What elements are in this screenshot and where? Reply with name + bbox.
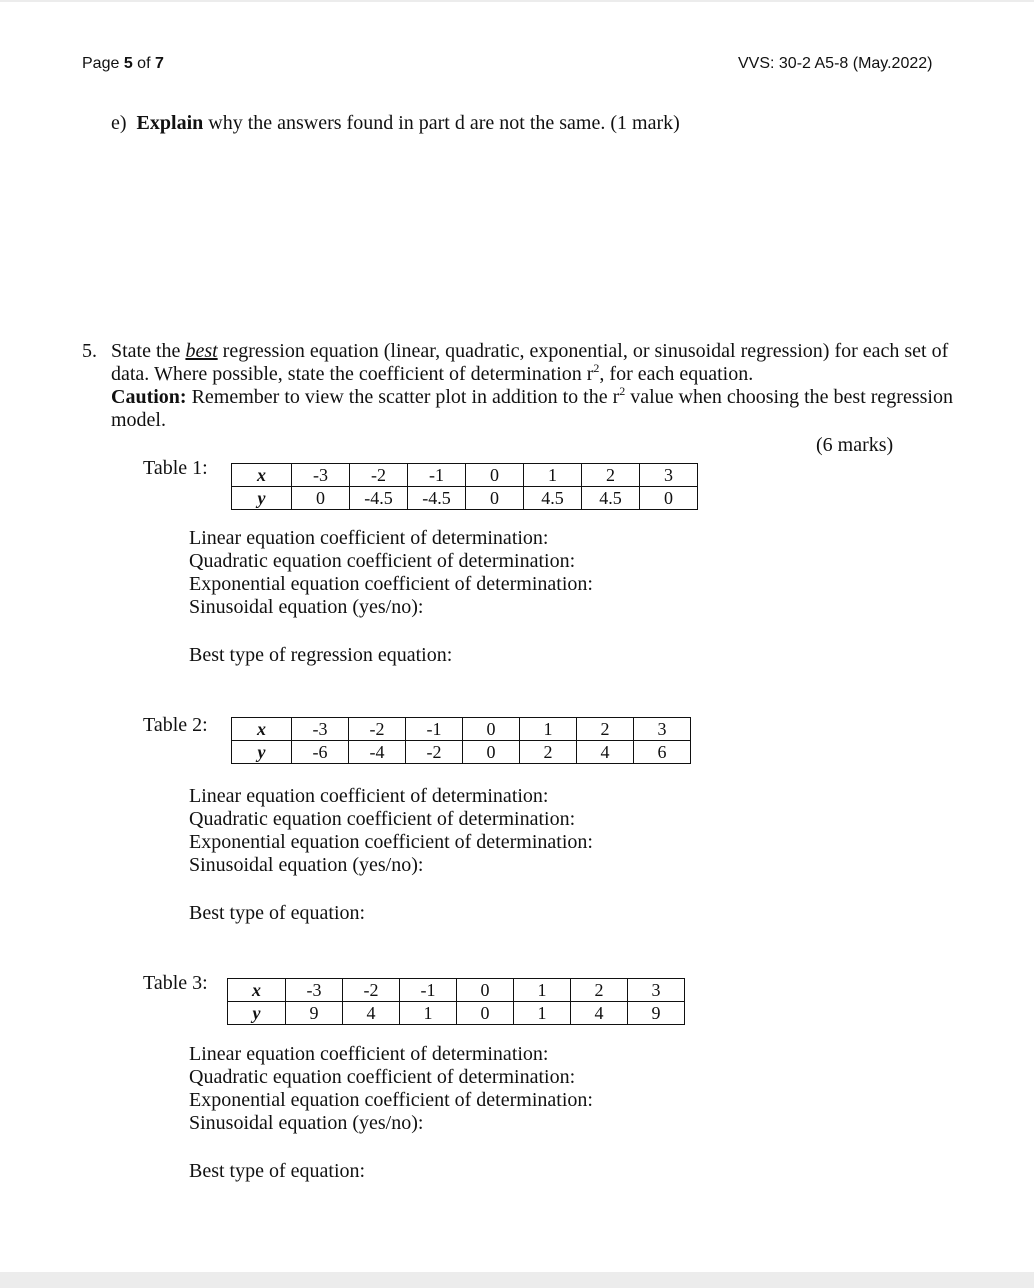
table-row (232, 487, 698, 510)
table-cell: 6 (634, 741, 691, 764)
table-cell: 3 (628, 979, 685, 1002)
marks-label: (6 marks) (816, 434, 894, 456)
prompt-exponential: Exponential equation coefficient of determination: (189, 831, 593, 853)
table-cell: -1 (406, 718, 463, 741)
table-cell: y (228, 1002, 286, 1025)
table-cell: 0 (466, 464, 524, 487)
table-cell: 0 (292, 487, 350, 510)
table-3-prompts (189, 1043, 593, 1135)
table-cell: -4.5 (350, 487, 408, 510)
table-2-prompts (189, 785, 593, 877)
table-cell: 0 (466, 487, 524, 510)
prompt-sinusoidal: Sinusoidal equation (yes/no): (189, 1112, 424, 1134)
table-cell: x (228, 979, 286, 1002)
table-cell: x (232, 718, 292, 741)
table-cell: 2 (582, 464, 640, 487)
question-e: e) Explain why the answers found in part d are not the same. (1 mark) (111, 112, 680, 134)
table-cell: 1 (514, 1002, 571, 1025)
prompt-linear: Linear equation coefficient of determination: (189, 785, 549, 807)
table-cell: -4.5 (408, 487, 466, 510)
table-1-best-type: Best type of regression equation: (189, 644, 453, 666)
prompt-exponential: Exponential equation coefficient of determination: (189, 573, 593, 595)
table-cell: 1 (520, 718, 577, 741)
table-cell: 3 (640, 464, 698, 487)
table-cell: 9 (286, 1002, 343, 1025)
table-1-prompts (189, 527, 593, 619)
table-cell: 4.5 (524, 487, 582, 510)
table-cell: 1 (514, 979, 571, 1002)
prompt-sinusoidal: Sinusoidal equation (yes/no): (189, 596, 424, 618)
document-code: VVS: 30-2 A5-8 (May.2022) (738, 55, 933, 72)
table-row (228, 979, 685, 1002)
table-cell: 2 (520, 741, 577, 764)
table-2-best-type: Best type of equation: (189, 902, 366, 924)
table-cell: 4 (571, 1002, 628, 1025)
page-number: Page 5 of 7 (82, 55, 164, 72)
table-cell: -2 (343, 979, 400, 1002)
table-1 (231, 463, 698, 510)
table-cell: -3 (292, 464, 350, 487)
table-3-label: Table 3: (143, 972, 208, 994)
table-cell: 3 (634, 718, 691, 741)
worksheet-page (0, 2, 1034, 1272)
table-row (232, 718, 691, 741)
table-3 (227, 978, 685, 1025)
table-2 (231, 717, 691, 764)
table-row (232, 741, 691, 764)
prompt-quadratic: Quadratic equation coefficient of determination: (189, 1066, 576, 1088)
table-cell: 4 (343, 1002, 400, 1025)
table-cell: x (232, 464, 292, 487)
table-cell: 0 (463, 741, 520, 764)
prompt-linear: Linear equation coefficient of determination: (189, 1043, 549, 1065)
table-row (228, 1002, 685, 1025)
table-cell: 2 (571, 979, 628, 1002)
table-row (232, 464, 698, 487)
table-cell: -2 (350, 464, 408, 487)
prompt-linear: Linear equation coefficient of determination: (189, 527, 549, 549)
table-cell: 2 (577, 718, 634, 741)
table-cell: 0 (640, 487, 698, 510)
prompt-quadratic: Quadratic equation coefficient of determination: (189, 550, 576, 572)
table-cell: 9 (628, 1002, 685, 1025)
table-cell: y (232, 741, 292, 764)
table-cell: 0 (463, 718, 520, 741)
table-cell: -2 (406, 741, 463, 764)
table-3-best-type: Best type of equation: (189, 1160, 366, 1182)
prompt-sinusoidal: Sinusoidal equation (yes/no): (189, 854, 424, 876)
table-cell: -1 (400, 979, 457, 1002)
table-cell: -3 (292, 718, 349, 741)
table-cell: -6 (292, 741, 349, 764)
question-5-number: 5. (82, 340, 97, 362)
question-5-text: State the best regression equation (linear, quadratic, exponential, or sinusoidal regression) for each set of data. Where possible, state the coefficient of determination $r^2$, for each equation. Caution: Remember to view the scatter plot in addition to the $r^2$ value when choosing the best regression model. (111, 340, 953, 431)
prompt-quadratic: Quadratic equation coefficient of determination: (189, 808, 576, 830)
table-cell: 4.5 (582, 487, 640, 510)
table-cell: 1 (524, 464, 582, 487)
prompt-exponential: Exponential equation coefficient of determination: (189, 1089, 593, 1111)
table-cell: 4 (577, 741, 634, 764)
table-cell: 0 (457, 979, 514, 1002)
table-cell: -2 (349, 718, 406, 741)
table-cell: 0 (457, 1002, 514, 1025)
table-cell: -4 (349, 741, 406, 764)
table-1-label: Table 1: (143, 457, 208, 479)
table-cell: -3 (286, 979, 343, 1002)
table-cell: y (232, 487, 292, 510)
table-2-label: Table 2: (143, 714, 208, 736)
table-cell: -1 (408, 464, 466, 487)
table-cell: 1 (400, 1002, 457, 1025)
